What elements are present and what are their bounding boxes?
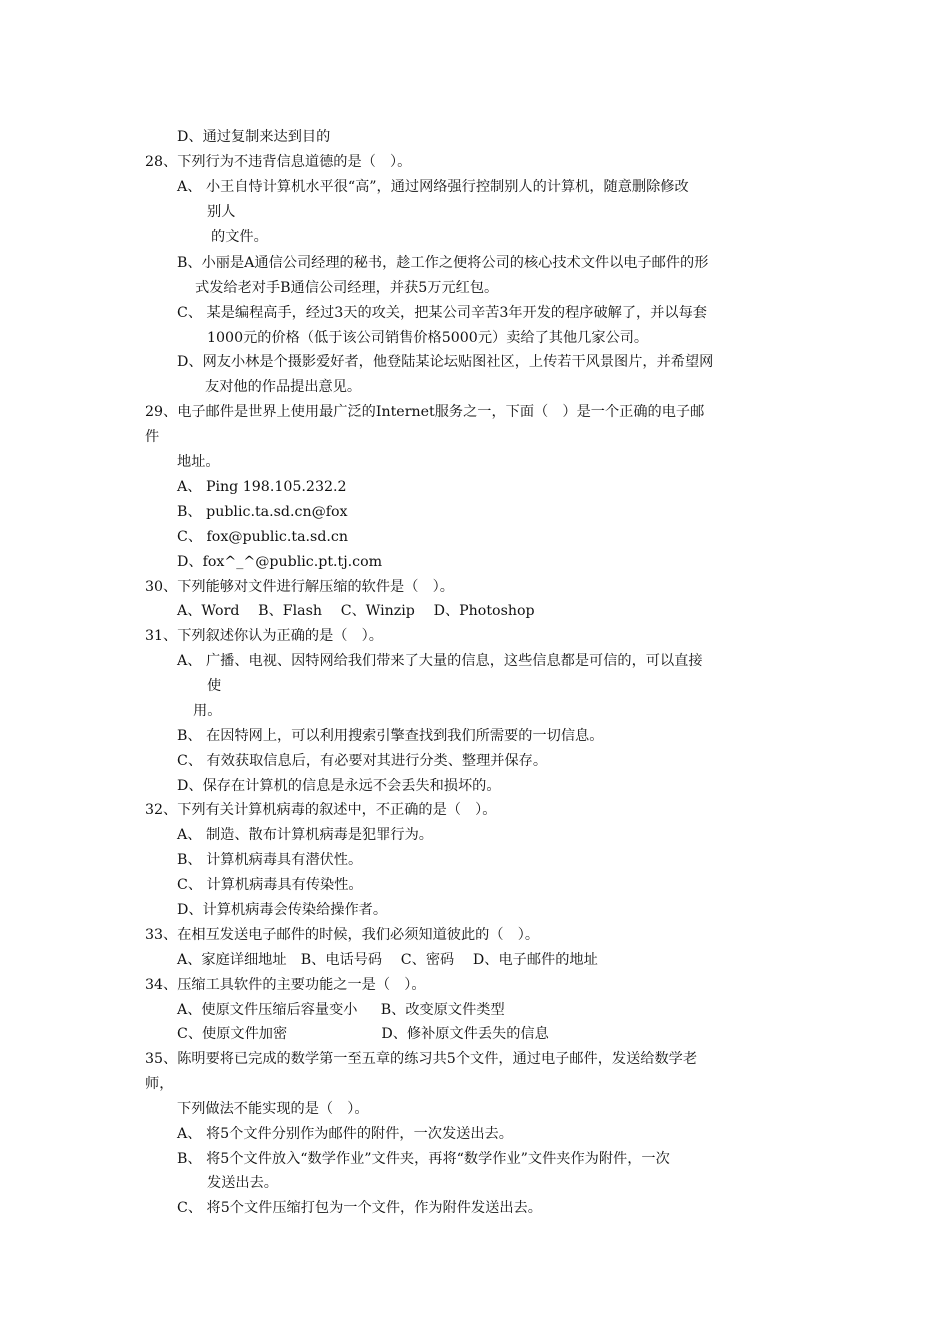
q35-option-b-line2: 发送出去。	[207, 1175, 278, 1191]
q28-option-a-line1: A、 小王自恃计算机水平很“高”，通过网络强行控制别人的计算机，随意删除修改	[177, 179, 689, 195]
q28-option-d-line1: D、网友小林是个摄影爱好者，他登陆某论坛贴图社区，上传若干风景图片，并希望网	[177, 354, 714, 370]
q29-stem-line3: 地址。	[177, 454, 220, 470]
q31-option-c: C、 有效获取信息后，有必要对其进行分类、整理并保存。	[177, 753, 548, 769]
q28-stem: 28、下列行为不违背信息道德的是（ ）。	[145, 154, 412, 170]
q29-option-a: A、 Ping 198.105.232.2	[177, 479, 347, 495]
q35-stem-line2: 师，	[145, 1076, 174, 1092]
q34-options-row1: A、使原文件压缩后容量变小 B、改变原文件类型	[177, 1002, 505, 1018]
q29-option-b: B、 public.ta.sd.cn@fox	[177, 504, 348, 520]
q29-option-d: D、fox^_^@public.pt.tj.com	[177, 554, 383, 570]
q35-stem-line3: 下列做法不能实现的是（ ）。	[177, 1101, 369, 1117]
q32-option-c: C、 计算机病毒具有传染性。	[177, 877, 363, 893]
q34-options-row2: C、使原文件加密 D、修补原文件丢失的信息	[177, 1026, 549, 1042]
q32-option-a: A、 制造、散布计算机病毒是犯罪行为。	[177, 827, 433, 843]
q28-option-c-line1: C、 某是编程高手，经过3天的攻关，把某公司辛苦3年开发的程序破解了，并以每套	[177, 305, 707, 321]
q29-stem-line2: 件	[145, 429, 160, 445]
q28-option-a-line3: 的文件。	[211, 229, 268, 245]
q30-options: A、Word B、Flash C、Winzip D、Photoshop	[177, 603, 535, 619]
q32-option-b: B、 计算机病毒具有潜伏性。	[177, 852, 363, 868]
q31-option-a-line3: 用。	[193, 703, 222, 719]
q34-stem: 34、压缩工具软件的主要功能之一是（ ）。	[145, 977, 426, 993]
q31-stem: 31、下列叙述你认为正确的是（ ）。	[145, 628, 383, 644]
q27-option-d: D、通过复制来达到目的	[177, 129, 331, 145]
q35-option-a: A、 将5个文件分别作为邮件的附件，一次发送出去。	[177, 1126, 513, 1142]
q28-option-b-line2: 式发给老对手B通信公司经理，并获5万元红包。	[195, 280, 499, 296]
q31-option-b: B、 在因特网上，可以利用搜索引擎查找到我们所需要的一切信息。	[177, 728, 604, 744]
q29-option-c: C、 fox@public.ta.sd.cn	[177, 529, 348, 545]
q31-option-a-line1: A、 广播、电视、因特网给我们带来了大量的信息，这些信息都是可信的，可以直接	[177, 653, 703, 669]
q28-option-b-line1: B、小丽是A通信公司经理的秘书，趁工作之便将公司的核心技术文件以电子邮件的形	[177, 255, 709, 271]
q30-stem: 30、下列能够对文件进行解压缩的软件是（ ）。	[145, 579, 454, 595]
q35-stem-line1: 35、陈明要将已完成的数学第一至五章的练习共5个文件，通过电子邮件，发送给数学老	[145, 1051, 698, 1067]
q29-stem-line1: 29、电子邮件是世界上使用最广泛的Internet服务之一，下面（ ）是一个正确的电子邮	[145, 404, 705, 420]
q32-stem: 32、下列有关计算机病毒的叙述中，不正确的是（ ）。	[145, 802, 497, 818]
q28-option-c-line2: 1000元的价格（低于该公司销售价格5000元）卖给了其他几家公司。	[207, 330, 649, 346]
q31-option-d: D、保存在计算机的信息是永远不会丢失和损坏的。	[177, 778, 501, 794]
q31-option-a-line2: 使	[207, 678, 222, 694]
q28-option-d-line2: 友对他的作品提出意见。	[205, 379, 362, 395]
q33-options: A、家庭详细地址 B、电话号码 C、密码 D、电子邮件的地址	[177, 952, 598, 968]
q35-option-b-line1: B、 将5个文件放入“数学作业”文件夹，再将“数学作业”文件夹作为附件，一次	[177, 1151, 670, 1167]
q32-option-d: D、计算机病毒会传染给操作者。	[177, 902, 388, 918]
q28-option-a-line2: 别人	[207, 204, 236, 220]
q33-stem: 33、在相互发送电子邮件的时候，我们必须知道彼此的（ ）。	[145, 927, 540, 943]
q35-option-c: C、 将5个文件压缩打包为一个文件，作为附件发送出去。	[177, 1200, 542, 1216]
